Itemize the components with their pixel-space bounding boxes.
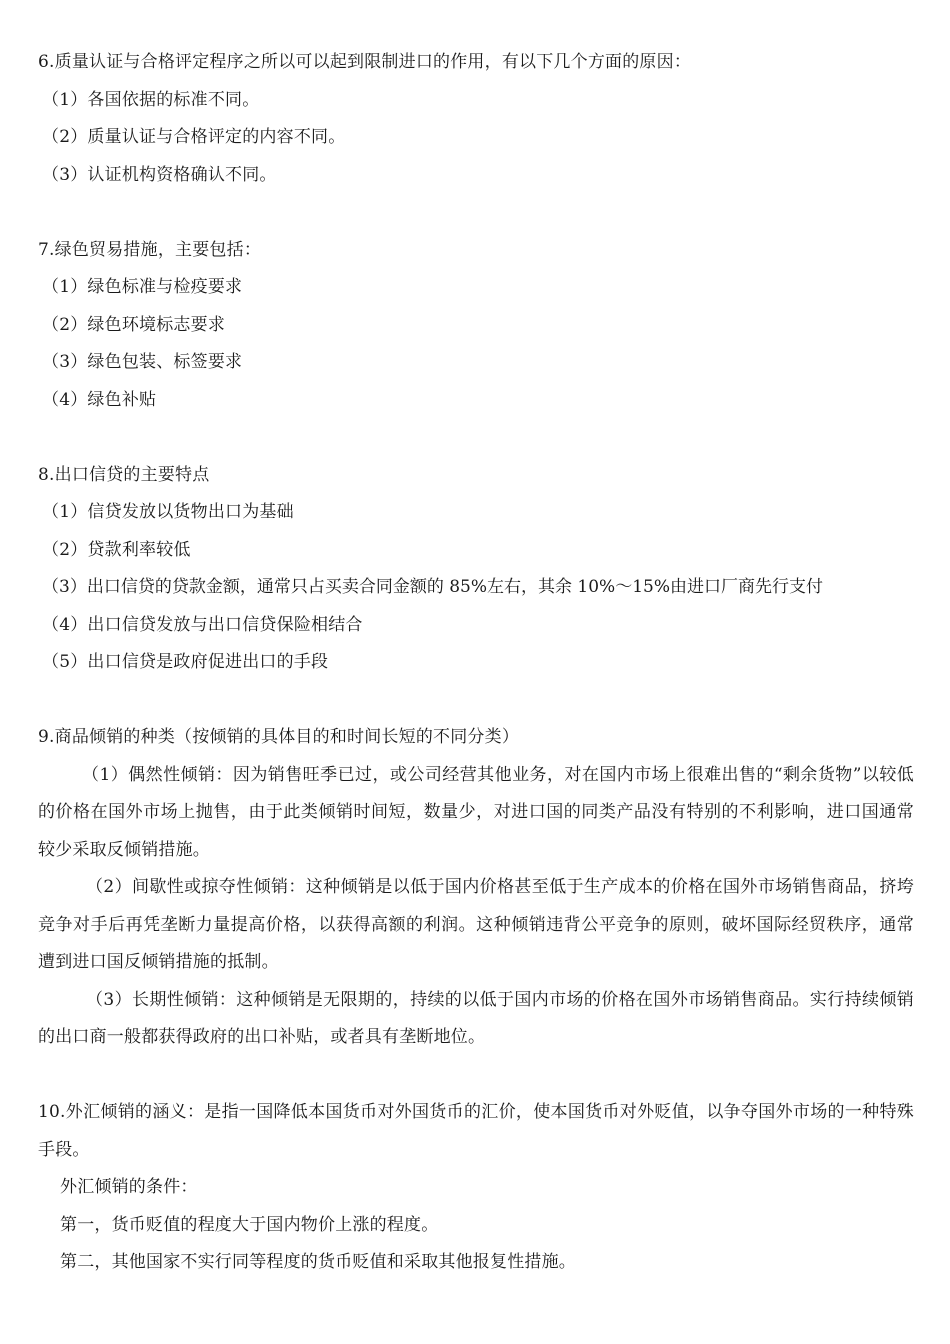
section-10-condition-2: 第二，其他国家不实行同等程度的货币贬值和采取其他报复性措施。: [60, 1252, 576, 1272]
section-9-paragraph-1: （1）偶然性倾销：因为销售旺季已过，或公司经营其他业务，对在国内市场上很难出售的“剩余货物”以较低的价格在国外市场上抛售，由于此类倾销时间短，数量少，对进口国的同类产品没有特别的不利影响，进口国通常较少采取反倾销措施。: [38, 764, 914, 860]
section-9-paragraph-2: （2）间歇性或掠夺性倾销：这种倾销是以低于国内价格甚至低于生产成本的价格在国外市场销售商品，挤垮竞争对手后再凭垄断力量提高价格，以获得高额的利润。这种倾销违背公平竞争的原则，破坏国际经贸秩序，通常遭到进口国反倾销措施的抵制。: [38, 877, 914, 972]
document-page: [38, 44, 914, 1282]
spacer: [38, 194, 914, 232]
section-8-item-3: （3）出口信贷的贷款金额，通常只占买卖合同金额的 85%左右，其余 10%～15%由进口厂商先行支付: [42, 577, 823, 597]
section-8-item-2: （2）贷款利率较低: [42, 539, 191, 560]
section-10-condition-1: 第一，货币贬值的程度大于国内物价上涨的程度。: [60, 1214, 439, 1235]
section-8-item-4: （4）出口信贷发放与出口信贷保险相结合: [42, 614, 363, 635]
section-6-item-2: （2）质量认证与合格评定的内容不同。: [42, 127, 346, 147]
section-7-item-2: （2）绿色环境标志要求: [42, 314, 226, 335]
spacer: [38, 682, 914, 720]
spacer: [38, 419, 914, 457]
section-8-item-1: （1）信贷发放以货物出口为基础: [42, 502, 294, 522]
section-7-item-3: （3）绿色包装、标签要求: [42, 352, 243, 372]
section-6-item-1: （1）各国依据的标准不同。: [42, 89, 260, 110]
spacer: [38, 1057, 914, 1095]
section-8-heading: 8.出口信贷的主要特点: [38, 464, 210, 485]
section-7-item-1: （1）绿色标准与检疫要求: [42, 277, 243, 297]
section-9-heading: 9.商品倾销的种类（按倾销的具体目的和时间长短的不同分类）: [38, 727, 520, 747]
section-9-paragraph-3: （3）长期性倾销：这种倾销是无限期的，持续的以低于国内市场的价格在国外市场销售商品。实行持续倾销的出口商一般都获得政府的出口补贴，或者具有垄断地位。: [38, 989, 914, 1047]
section-6-heading: 6.质量认证与合格评定程序之所以可以起到限制进口的作用，有以下几个方面的原因：: [38, 52, 692, 72]
section-10-definition: 10.外汇倾销的涵义：是指一国降低本国货币对外国货币的汇价，使本国货币对外贬值，以争夺国外市场的一种特殊手段。: [38, 1102, 914, 1160]
section-7-item-4: （4）绿色补贴: [42, 389, 157, 410]
section-10-conditions-label: 外汇倾销的条件：: [60, 1177, 198, 1197]
section-8-item-5: （5）出口信贷是政府促进出口的手段: [42, 652, 329, 672]
section-6-item-3: （3）认证机构资格确认不同。: [42, 164, 277, 185]
section-7-heading: 7.绿色贸易措施，主要包括：: [38, 239, 262, 260]
